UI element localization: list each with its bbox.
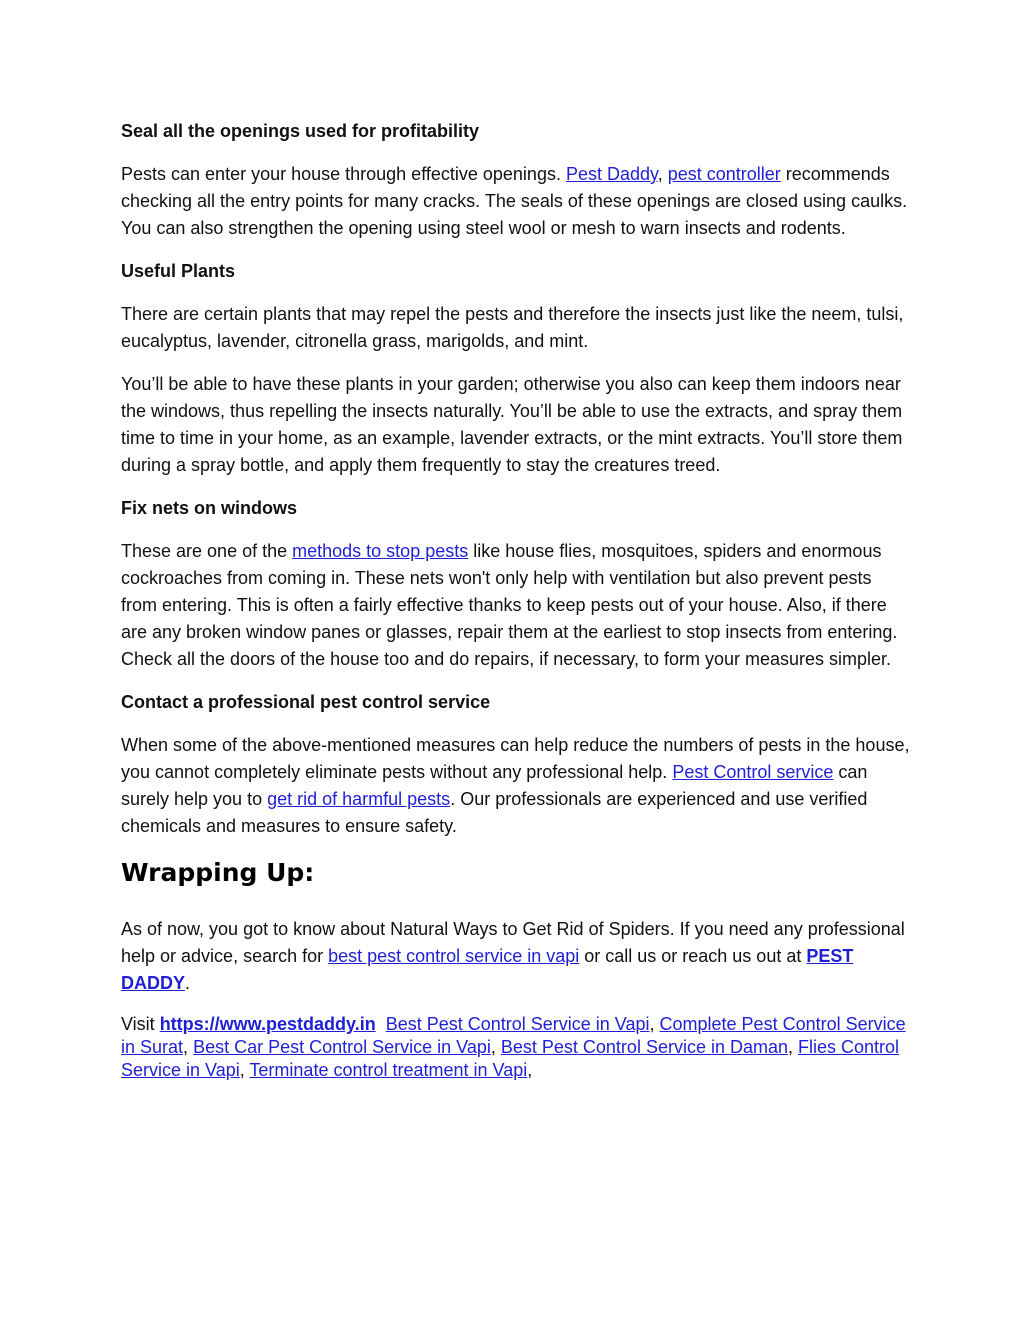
text-segment: These are one of the xyxy=(121,541,293,561)
section-heading-useful-plants: Useful Plants xyxy=(121,261,236,281)
paragraph-contact-professional xyxy=(121,732,911,840)
pest-daddy-link[interactable]: Pest Daddy xyxy=(565,164,658,184)
text-segment: . Our professionals are experienced and use verified chemicals and measures to ensure safety. xyxy=(121,789,868,836)
trailing-comma: , xyxy=(527,1060,533,1080)
text-segment: recommends checking all the entry points for many cracks. The seals of these openings are closed using caulks. You can also strengthen the opening using steel wool or mesh to warn insects and rodents. xyxy=(121,164,908,238)
link-separator: , xyxy=(239,1060,250,1080)
link-separator: , xyxy=(649,1014,660,1034)
visit-label: Visit xyxy=(121,1014,160,1034)
footer-link[interactable]: Complete Pest Control Service in Surat xyxy=(121,1014,906,1057)
paragraph-visit-links xyxy=(121,1013,911,1082)
paragraph-useful-plants-2: You’ll be able to have these plants in your garden; otherwise you also can keep them indoors near the windows, thus repelling the insects naturally. You’ll be able to use the extracts, and spray them time to time in your home, as an example, lavender extracts, or the mint extracts. You’ll store them during a spray bottle, and apply them frequently to stay the creatures treed. xyxy=(121,374,903,475)
section-heading-fix-nets: Fix nets on windows xyxy=(121,498,298,518)
pestdaddy-website-link[interactable]: https://www.pestdaddy.in xyxy=(159,1014,376,1034)
methods-to-stop-pests-link[interactable]: methods to stop pests xyxy=(292,541,469,561)
footer-link[interactable]: Best Pest Control Service in Daman xyxy=(500,1037,788,1057)
text-segment: As of now, you got to know about Natural Ways to Get Rid of Spiders. If you need any professional help or advice, search for xyxy=(121,919,905,966)
footer-link[interactable]: Flies Control Service in Vapi xyxy=(121,1037,900,1080)
pest-controller-link[interactable]: pest controller xyxy=(667,164,781,184)
text-segment: , xyxy=(657,164,668,184)
document-page xyxy=(121,118,911,1098)
pest-control-service-link[interactable]: Pest Control service xyxy=(672,762,834,782)
best-pest-control-vapi-link[interactable]: best pest control service in vapi xyxy=(328,946,580,966)
link-separator: , xyxy=(788,1037,799,1057)
link-separator: , xyxy=(183,1037,194,1057)
get-rid-of-harmful-pests-link[interactable]: get rid of harmful pests xyxy=(267,789,451,809)
paragraph-useful-plants-1: There are certain plants that may repel the pests and therefore the insects just like the neem, tulsi, eucalyptus, lavender, citronella grass, marigolds, and mint. xyxy=(121,304,904,351)
paragraph-seal-openings xyxy=(121,161,911,242)
link-separator: , xyxy=(490,1037,501,1057)
section-heading-seal-openings: Seal all the openings used for profitability xyxy=(121,121,480,141)
wrapping-up-heading: Wrapping Up: xyxy=(121,858,315,887)
text-segment: . xyxy=(185,973,191,993)
footer-link[interactable]: Best Car Pest Control Service in Vapi xyxy=(193,1037,491,1057)
pest-daddy-bold-link[interactable]: PEST DADDY xyxy=(121,946,854,993)
paragraph-wrapping-up xyxy=(121,916,911,997)
text-segment: can surely help you to xyxy=(121,762,868,809)
text-segment: like house flies, mosquitoes, spiders and enormous cockroaches from coming in. These nets won't only help with ventilation but also prevent pests from entering. This is often a fairly effective thanks to keep pests out of your house. Also, if there are any broken window panes or glasses, repair them at the earliest to stop insects from entering. Check all the doors of the house too and do repairs, if necessary, to form your measures simpler. xyxy=(121,541,898,669)
text-segment xyxy=(376,1014,386,1034)
section-heading-contact-professional: Contact a professional pest control service xyxy=(121,692,491,712)
paragraph-fix-nets xyxy=(121,538,911,673)
text-segment: Pests can enter your house through effective openings. xyxy=(121,164,566,184)
text-segment: or call us or reach us out at xyxy=(579,946,807,966)
footer-link[interactable]: Best Pest Control Service in Vapi xyxy=(385,1014,650,1034)
text-segment: When some of the above-mentioned measures can help reduce the numbers of pests in the house, you cannot completely eliminate pests without any professional help. xyxy=(121,735,910,782)
footer-link[interactable]: Terminate control treatment in Vapi xyxy=(249,1060,528,1080)
